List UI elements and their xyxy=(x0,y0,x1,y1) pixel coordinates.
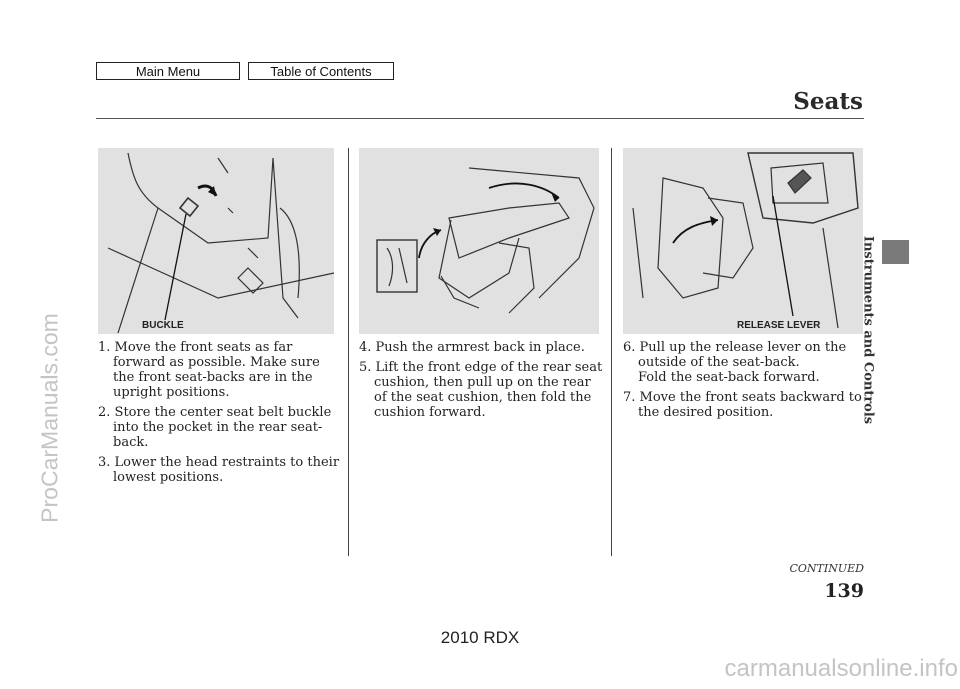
seat-cushion-illustration xyxy=(359,148,599,334)
table-of-contents-button[interactable]: Table of Contents xyxy=(248,62,394,80)
page-title: Seats xyxy=(793,88,863,115)
step-continuation: Fold the seat-back forward. xyxy=(638,370,820,385)
step-item: 4. Push the armrest back in place. xyxy=(359,340,585,355)
buckle-label: BUCKLE xyxy=(142,320,184,331)
page-number: 139 xyxy=(824,580,864,602)
model-label: 2010 RDX xyxy=(440,628,520,647)
main-menu-button[interactable]: Main Menu xyxy=(96,62,240,80)
release-lever-label: RELEASE LEVER xyxy=(737,320,821,331)
chapter-tab-marker xyxy=(882,240,909,264)
buckle-illustration xyxy=(98,148,334,334)
chapter-label: Instruments and Controls xyxy=(860,235,876,425)
step-item: 3. Lower the head restraints to their lowest positions. xyxy=(98,455,340,485)
step-item: 1. Move the front seats as far forward as possible. Make sure the front seat-backs are in the upright positions. xyxy=(98,340,320,400)
release-lever-drawing xyxy=(623,148,863,334)
steps-column-1 xyxy=(98,340,343,490)
column-divider xyxy=(611,148,612,556)
steps-column-3 xyxy=(623,340,863,425)
step-item: 6. Pull up the release lever on the outside of the seat-back. xyxy=(623,340,847,370)
header-rule xyxy=(96,118,864,119)
continued-label: CONTINUED xyxy=(789,562,864,575)
step-item: 7. Move the front seats backward to the desired position. xyxy=(623,390,862,420)
seat-cushion-drawing xyxy=(359,148,599,334)
column-divider xyxy=(348,148,349,556)
buckle-drawing xyxy=(98,148,334,334)
steps-column-2 xyxy=(359,340,604,425)
step-item: 2. Store the center seat belt buckle into the pocket in the rear seat-back. xyxy=(98,405,332,450)
step-item: 5. Lift the front edge of the rear seat cushion, then pull up on the rear of the seat cushion, then fold the cushion forward. xyxy=(359,360,603,420)
watermark-left: ProCarManuals.com xyxy=(36,313,63,523)
watermark-bottom: carmanualsonline.info xyxy=(724,655,958,682)
release-lever-illustration xyxy=(623,148,863,334)
